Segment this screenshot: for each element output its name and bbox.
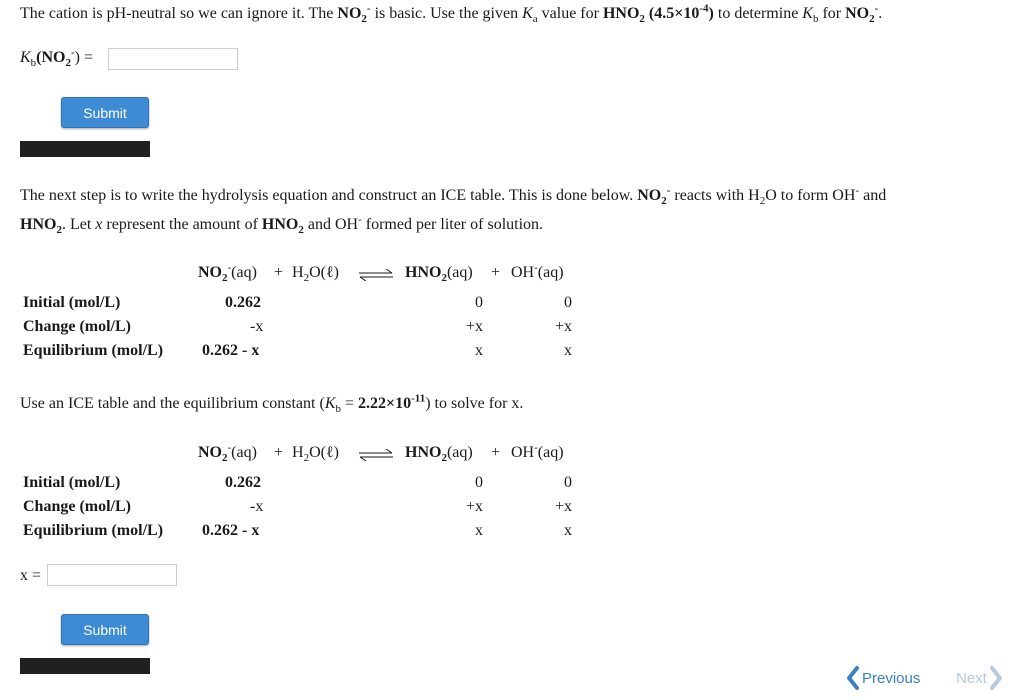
feedback-bar-2 [20,658,150,674]
kb-input[interactable] [108,48,238,70]
ice-change-c4: +x [555,318,573,335]
kb-label: $K_b(NO_2^-)$ = [20,46,94,70]
eq-reactant2: $H_2O(\ell)$ [292,264,339,285]
x-label: x = [20,567,42,584]
chevron-right-icon [989,666,1003,690]
ice-label-equilibrium: Equilibrium (mol/L) [23,342,164,359]
ice-initial-c3: 0 [475,474,483,491]
eq-reactant1: $NO_2^-(aq)$ [198,261,257,285]
previous-button[interactable] [846,666,920,690]
ice-change-c3: +x [466,498,484,515]
previous-label: Previous [862,669,921,687]
equilibrium-arrow-icon [358,449,394,461]
next-label: Next [956,669,987,687]
eq-plus-2: + [491,444,501,461]
step2-line1: The next step is to write the hydrolysis equation and construct an ICE table. This is done below. $NO_2^-$ reacts with $H_2O$ to form OH- and [20,184,887,208]
ice-change-c1: -x [250,498,264,515]
ice-equilibrium-c1: 0.262 - x [202,342,260,359]
ice-initial-c1: 0.262 [225,294,261,311]
ice-initial-c4: 0 [564,294,572,311]
ice-label-initial: Initial (mol/L) [23,294,121,311]
ice-label-equilibrium: Equilibrium (mol/L) [23,522,164,539]
ice-table-1 [0,262,1024,374]
ice-table-2 [0,442,1024,554]
eq-reactant2: $H_2O(\ell)$ [292,444,339,465]
next-button[interactable] [956,666,1003,690]
step2-line2: $HNO_2$. Let x represent the amount of $HNO_2$ and OH- formed per liter of solution. [20,213,544,237]
eq-product1: $HNO_2(aq)$ [405,444,473,465]
eq-reactant1: $NO_2^-(aq)$ [198,441,257,465]
ice-initial-c1: 0.262 [225,474,261,491]
chevron-left-icon [846,666,860,690]
ice-change-c4: +x [555,498,573,515]
step3-text: Use an ICE table and the equilibrium constant $(K_b = 2.22\times 10^{-11})$ to solve for x. [20,392,524,416]
ice-equilibrium-c1: 0.262 - x [202,522,260,539]
feedback-bar-1 [20,141,150,157]
ice-label-change: Change (mol/L) [23,318,131,335]
ice-initial-c4: 0 [564,474,572,491]
ice-initial-c3: 0 [475,294,483,311]
eq-product2: OH-(aq) [511,441,564,461]
ice-change-c1: -x [250,318,264,335]
ice-change-c3: +x [466,318,484,335]
ice-label-change: Change (mol/L) [23,498,131,515]
ice-equilibrium-c3: x [475,522,483,539]
eq-plus: + [274,264,284,281]
eq-plus: + [274,444,284,461]
ice-equilibrium-c4: x [564,522,572,539]
eq-plus-2: + [491,264,501,281]
eq-product2: OH-(aq) [511,261,564,281]
ice-equilibrium-c4: x [564,342,572,359]
ice-label-initial: Initial (mol/L) [23,474,121,491]
submit-button-2[interactable]: Submit [61,614,149,645]
x-input[interactable] [47,564,177,586]
submit-button-1[interactable]: Submit [61,97,149,128]
equilibrium-arrow-icon [358,269,394,281]
eq-product1: $HNO_2(aq)$ [405,264,473,285]
ice-equilibrium-c3: x [475,342,483,359]
intro-text: The cation is pH-neutral so we can ignore it. The $NO_2^-$ is basic. Use the given $K_a$ value for $HNO_2$ $(4.5\times 10^{-4})$ to determine $K_b$ for $NO_2^-$. [20,2,883,26]
